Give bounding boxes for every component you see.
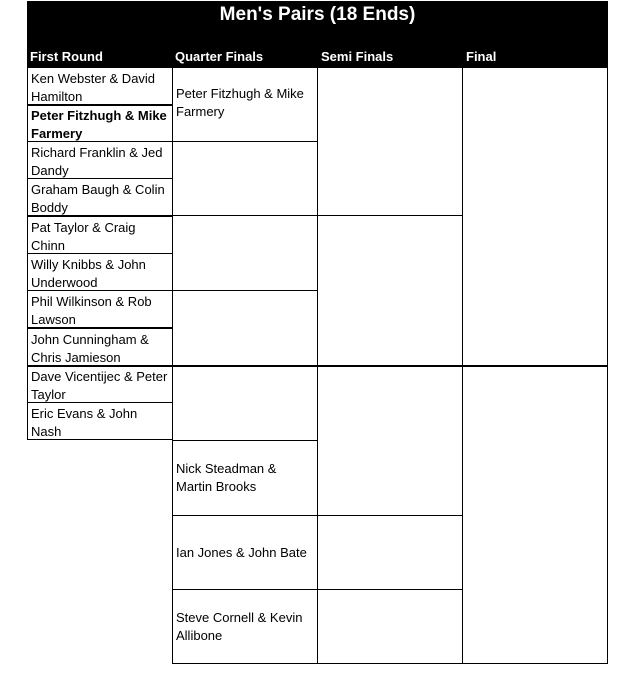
winner-separator: [27, 104, 173, 106]
first-round-team: Pat Taylor & Craig Chinn: [27, 216, 173, 254]
semi-final-slot: [317, 67, 463, 216]
header-bar: [27, 1, 608, 67]
page-title: Men's Pairs (18 Ends): [219, 4, 416, 25]
quarter-final-team: [172, 440, 318, 516]
quarter-final-team: [172, 365, 318, 441]
first-round-team: Richard Franklin & Jed Dandy: [27, 141, 173, 179]
quarter-final-team: [172, 589, 318, 664]
quarter-final-team: [172, 141, 318, 216]
round-label-final: Final: [466, 49, 497, 64]
first-round-team: Eric Evans & John Nash: [27, 402, 173, 440]
final-slot: [462, 67, 608, 366]
semi-final-slot: [317, 365, 463, 516]
quarter-final-team-label: Steve Cornell & Kevin Allibone: [176, 609, 303, 643]
first-round-team: Ken Webster & David Hamilton: [27, 67, 173, 105]
round-label-quarter: Quarter Finals: [175, 49, 264, 64]
first-round-team: Dave Vicentijec & Peter Taylor: [27, 365, 173, 403]
quarter-final-team: Peter Fitzhugh & Mike Farmery: [172, 67, 318, 142]
quarter-final-team: [172, 515, 318, 590]
quarter-final-team-label: Nick Steadman & Martin Brooks: [176, 461, 277, 494]
first-round-team: Peter Fitzhugh & Mike Farmery: [27, 104, 173, 142]
semi-final-slot: [317, 515, 463, 590]
quarter-final-team: [172, 215, 318, 291]
final-slot: [462, 365, 608, 664]
quarter-final-team: [172, 290, 318, 366]
first-round-team: John Cunningham & Chris Jamieson: [27, 328, 173, 366]
semi-final-slot: [317, 215, 463, 366]
round-label-first: First Round: [30, 49, 103, 64]
quarter-final-team-label: Ian Jones & John Bate: [176, 544, 307, 560]
first-round-team: Graham Baugh & Colin Boddy: [27, 178, 173, 216]
half-separator: [27, 365, 608, 367]
semi-final-slot: [317, 589, 463, 664]
round-label-semi: Semi Finals: [321, 49, 394, 64]
first-round-team: Willy Knibbs & John Underwood: [27, 253, 173, 291]
first-round-team: Phil Wilkinson & Rob Lawson: [27, 290, 173, 328]
